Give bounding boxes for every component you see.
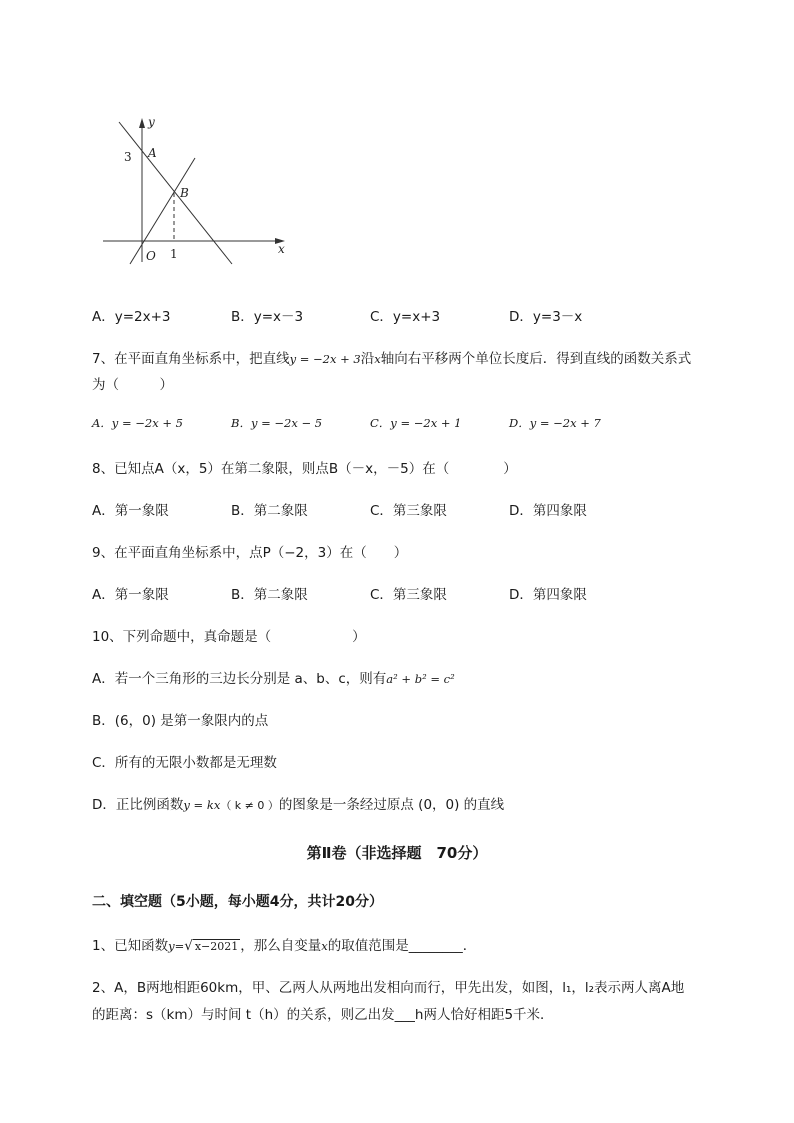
q10-option-a-formula: a² + b² = c² (386, 672, 455, 686)
q8-stem: 8、已知点A（x，5）在第二象限，则点B（－x，－5）在（ ） (92, 461, 517, 477)
q7-stem-line2: 为（ ） (92, 377, 173, 393)
q9-option-d: D．第四象限 (509, 587, 587, 603)
q9-option-c: C．第三象限 (370, 587, 447, 603)
radicand: x−2021 (194, 940, 239, 953)
x-axis-label: x (278, 242, 285, 256)
q10-option-d-formula: y = kx (183, 798, 221, 812)
q10-option-d: D．正比例函数y = kx（ k ≠ 0 ）的图象是一条经过原点 (0，0) 的直线 (92, 797, 505, 813)
q7-formula: y = −2x + 3 (289, 352, 361, 366)
fill2-stem-line2: 的距离：s（km）与时间 t（h）的关系，则乙出发___h两人恰好相距5千米． (92, 1007, 554, 1023)
q9-option-a: A．第一象限 (92, 587, 169, 603)
function-graph (95, 112, 295, 272)
q7-option-d: D．y = −2x + 7 (509, 416, 601, 430)
line-increasing (130, 158, 195, 264)
q10-option-a: A．若一个三角形的三边长分别是 a、b、c，则有a² + b² = c² (92, 671, 455, 687)
q8-option-b: B．第二象限 (231, 503, 308, 519)
q8-option-a: A．第一象限 (92, 503, 169, 519)
q7-axis: x (374, 352, 381, 366)
q10-option-d-condition: （ k ≠ 0 ） (220, 799, 279, 812)
part2-title: 第Ⅱ卷（非选择题 70分） (306, 844, 488, 862)
q10-option-c: C．所有的无限小数都是无理数 (92, 755, 277, 771)
q6-option-d: D．y=3－x (509, 309, 583, 325)
q7-stem-pre: 7、在平面直角坐标系中，把直线 (92, 351, 290, 367)
section-fill-in-heading: 二、填空题（5小题，每小题4分，共计20分） (92, 894, 383, 910)
q9-option-b: B．第二象限 (231, 587, 308, 603)
q6-option-b: B．y=x－3 (231, 309, 304, 325)
q6-option-c: C．y=x+3 (370, 309, 441, 325)
q7-option-c: C．y = −2x + 1 (370, 416, 462, 430)
q7-option-b: B．y = −2x − 5 (231, 416, 323, 430)
q7-option-a: A．y = −2x + 5 (92, 416, 183, 430)
origin-label: O (146, 249, 156, 263)
q8-option-d: D．第四象限 (509, 503, 587, 519)
q10-stem: 10、下列命题中，真命题是（ ） (92, 629, 366, 645)
line-decreasing (119, 122, 232, 264)
q8-option-c: C．第三象限 (370, 503, 447, 519)
q10-option-b: B．(6，0) 是第一象限内的点 (92, 713, 269, 729)
point-b-label: B (180, 186, 189, 200)
y-axis-arrow-icon (139, 118, 145, 128)
q6-option-a: A．y=2x+3 (92, 309, 171, 325)
point-a-label: A (148, 146, 157, 160)
y-axis-label: y (148, 115, 155, 129)
fill2-stem-line1: 2、A，B两地相距60km，甲、乙两人从两地出发相向而行，甲先出发，如图，l₁，l₂表示两人离A地 (92, 980, 685, 996)
label-1: 1 (170, 247, 178, 261)
label-3: 3 (124, 150, 132, 164)
sqrt-icon: √ (184, 938, 193, 954)
q9-stem: 9、在平面直角坐标系中，点P（−2，3）在（ ） (92, 545, 408, 561)
q7-stem-post: 沿 (360, 351, 375, 367)
q7-stem-end: 轴向右平移两个单位长度后．得到直线的函数关系式 (380, 351, 692, 367)
q7-stem-line1 (92, 347, 691, 367)
fill1-stem: 1、已知函数y=√ x−2021 ，那么自变量x的取值范围是________． (92, 938, 477, 954)
